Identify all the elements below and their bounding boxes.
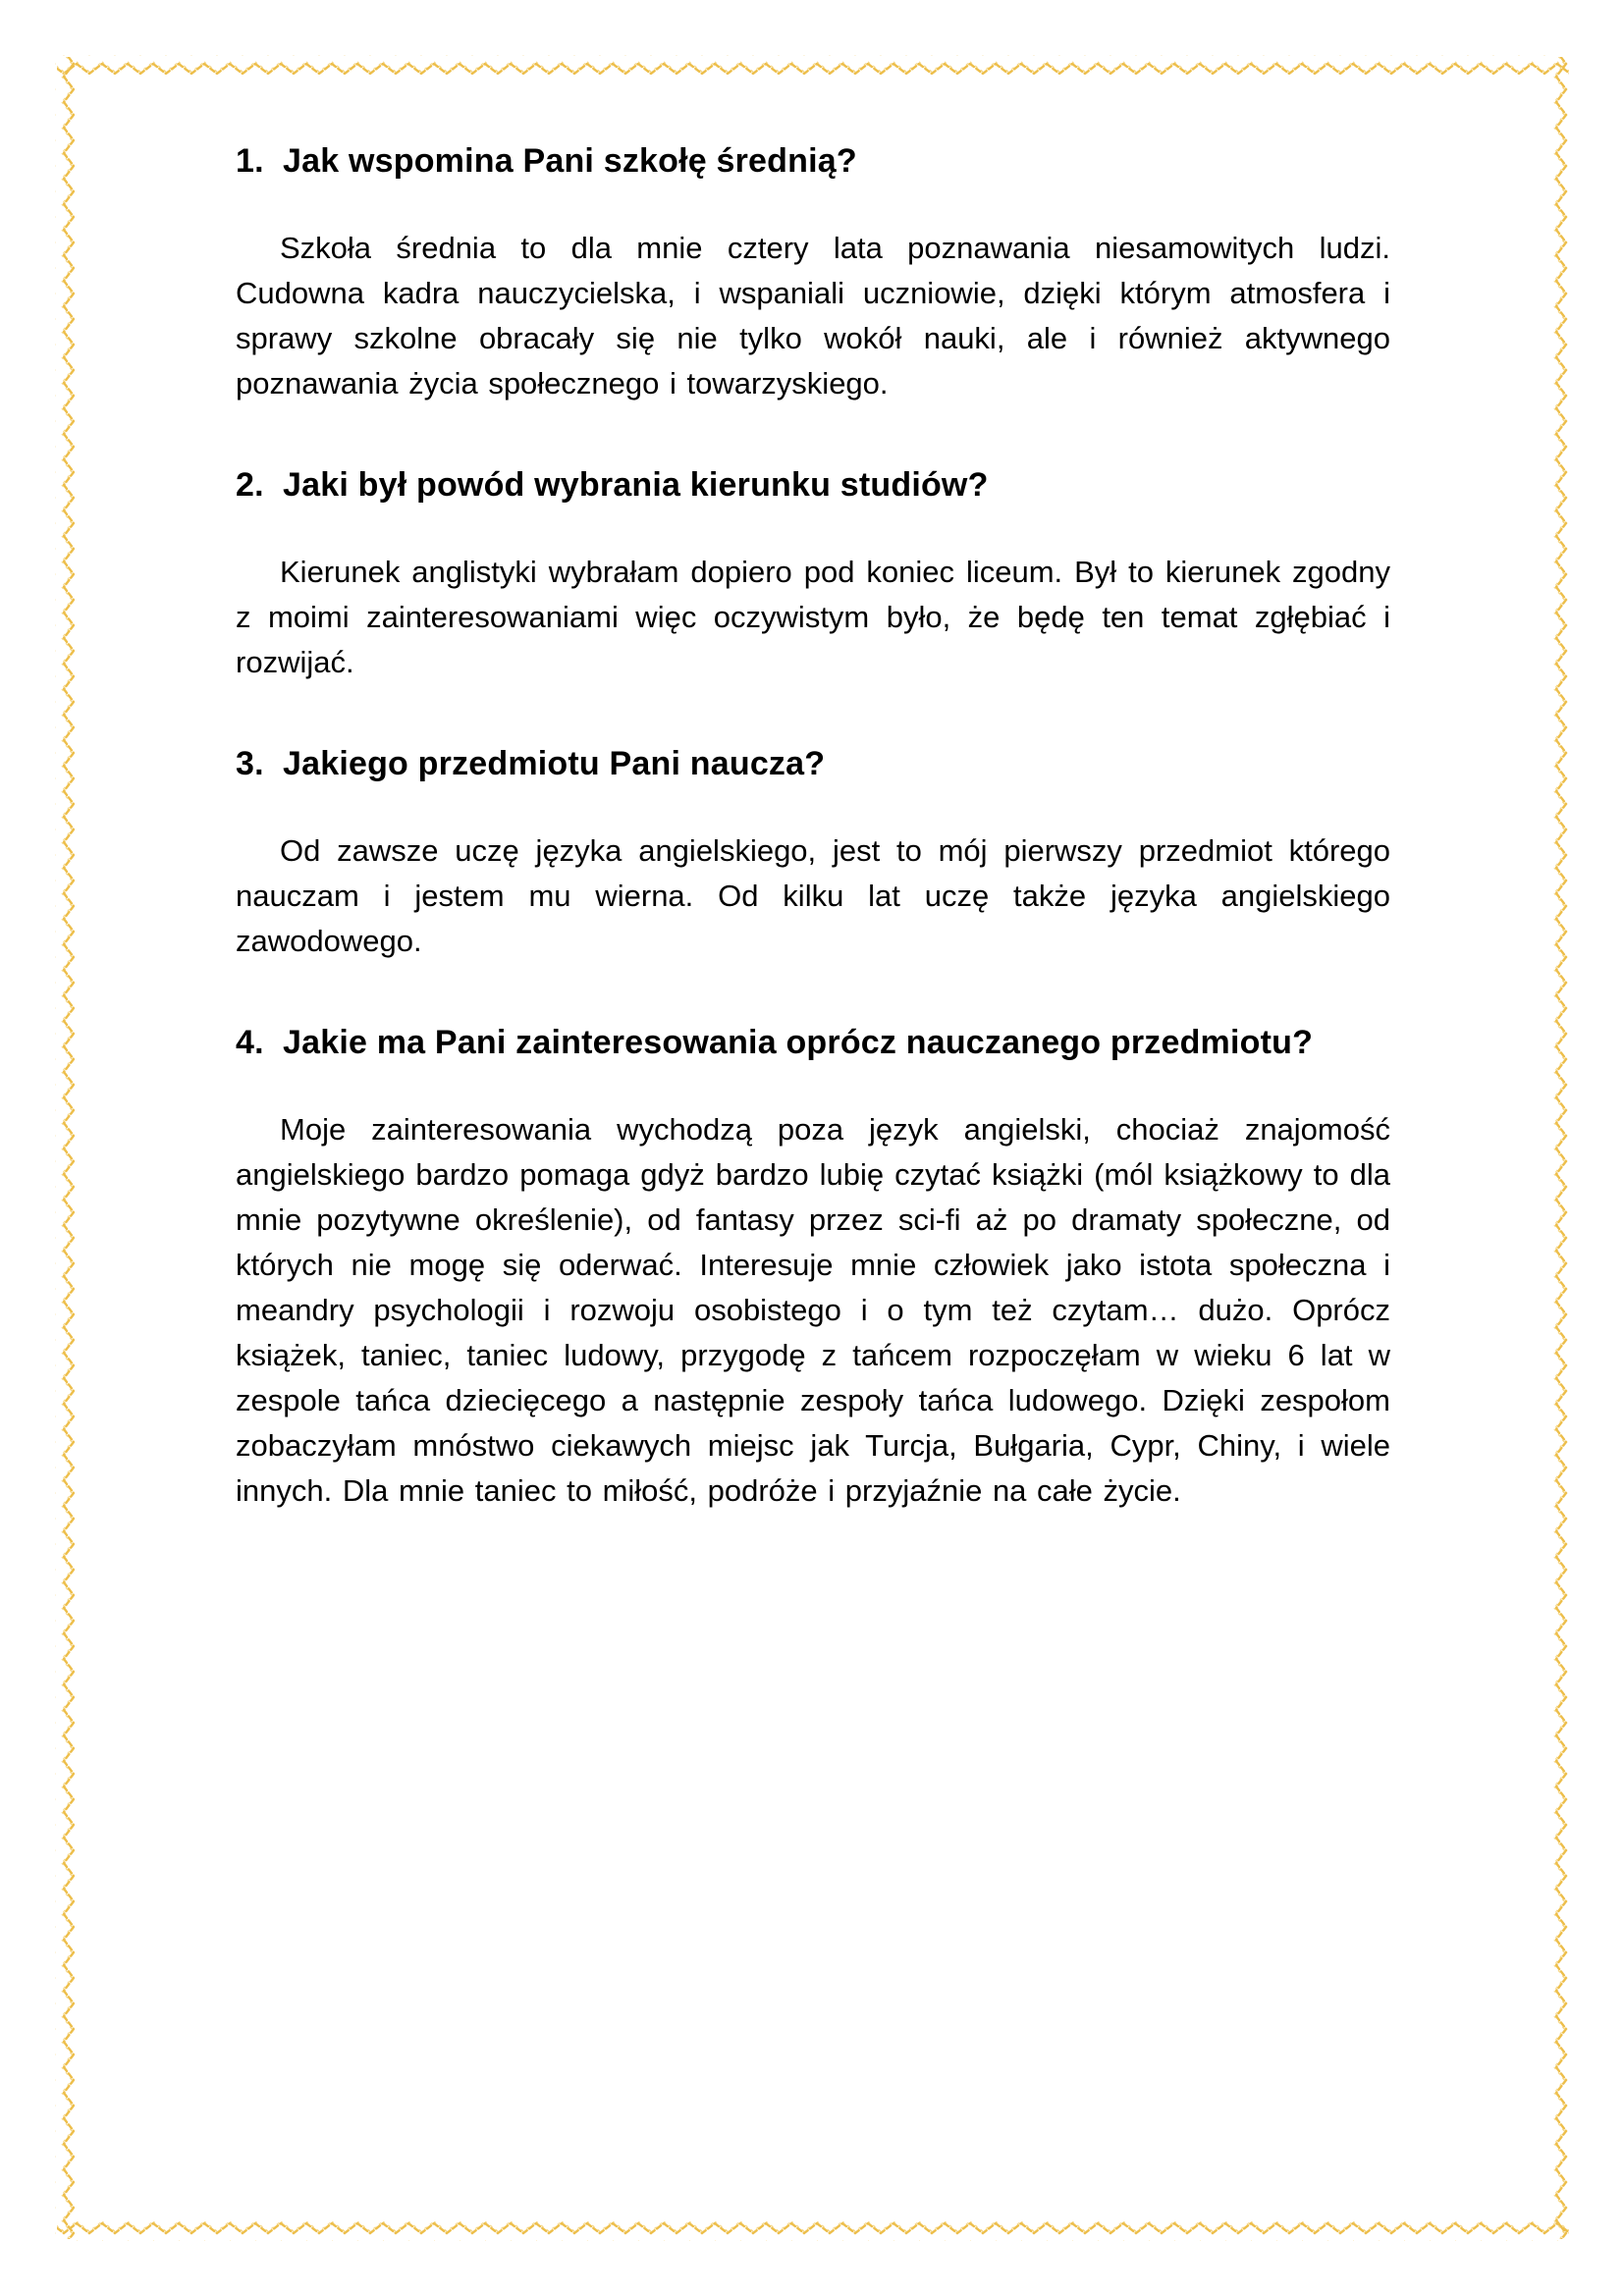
question-number: 3.	[236, 745, 264, 782]
document-content	[236, 135, 1390, 1551]
qa-section-1	[236, 135, 1390, 406]
question-title: Jakie ma Pani zainteresowania oprócz nauczanego przedmiotu?	[283, 1024, 1314, 1061]
qa-section-2	[236, 459, 1390, 685]
question-number: 4.	[236, 1024, 264, 1061]
question-title: Jak wspomina Pani szkołę średnią?	[283, 142, 857, 180]
answer-paragraph: Od zawsze uczę języka angielskiego, jest to mój pierwszy przedmiot którego nauczam i jestem mu wierna. Od kilku lat uczę także języka angielskiego zawodowego.	[236, 833, 1390, 958]
qa-section-4	[236, 1017, 1390, 1514]
answer-paragraph: Szkoła średnia to dla mnie cztery lata poznawania niesamowitych ludzi. Cudowna kadra nauczycielska, i wspaniali uczniowie, dzięki którym atmosfera i sprawy szkolne obracały się nie tylko wokół nauki, ale i również aktywnego poznawania życia społecznego i towarzyskiego.	[236, 231, 1390, 400]
qa-section-3	[236, 738, 1390, 964]
question-heading	[236, 459, 1390, 510]
question-heading	[236, 1017, 1390, 1068]
answer-paragraph: Moje zainteresowania wychodzą poza język angielski, chociaż znajomość angielskiego bardzo pomaga gdyż bardzo lubię czytać książki (mól książkowy to dla mnie pozytywne określenie), od fantasy przez sci-fi aż po dramaty społeczne, od których nie mogę się oderwać. Interesuje mnie człowiek jako istota społeczna i meandry psychologii i rozwoju osobistego i o tym też czytam… dużo. Oprócz książek, taniec, taniec ludowy, przygodę z tańcem rozpoczęłam w wieku 6 lat w zespole tańca dziecięcego a następnie zespoły tańca ludowego. Dzięki zespołom zobaczyłam mnóstwo ciekawych miejsc jak Turcja, Bułgaria, Cypr, Chiny, i wiele innych. Dla mnie taniec to miłość, podróże i przyjaźnie na całe życie.	[236, 1112, 1390, 1508]
question-title: Jakiego przedmiotu Pani naucza?	[283, 745, 826, 782]
border-left	[55, 57, 75, 2239]
question-heading	[236, 738, 1390, 789]
border-top	[57, 55, 1569, 75]
question-title: Jaki był powód wybrania kierunku studiów?	[283, 466, 989, 504]
question-heading	[236, 135, 1390, 187]
border-right	[1549, 57, 1569, 2239]
border-bottom	[57, 2221, 1569, 2241]
question-number: 2.	[236, 466, 264, 504]
answer-paragraph: Kierunek anglistyki wybrałam dopiero pod koniec liceum. Był to kierunek zgodny z moimi zainteresowaniami więc oczywistym było, że będę ten temat zgłębiać i rozwijać.	[236, 555, 1390, 679]
question-number: 1.	[236, 142, 264, 180]
